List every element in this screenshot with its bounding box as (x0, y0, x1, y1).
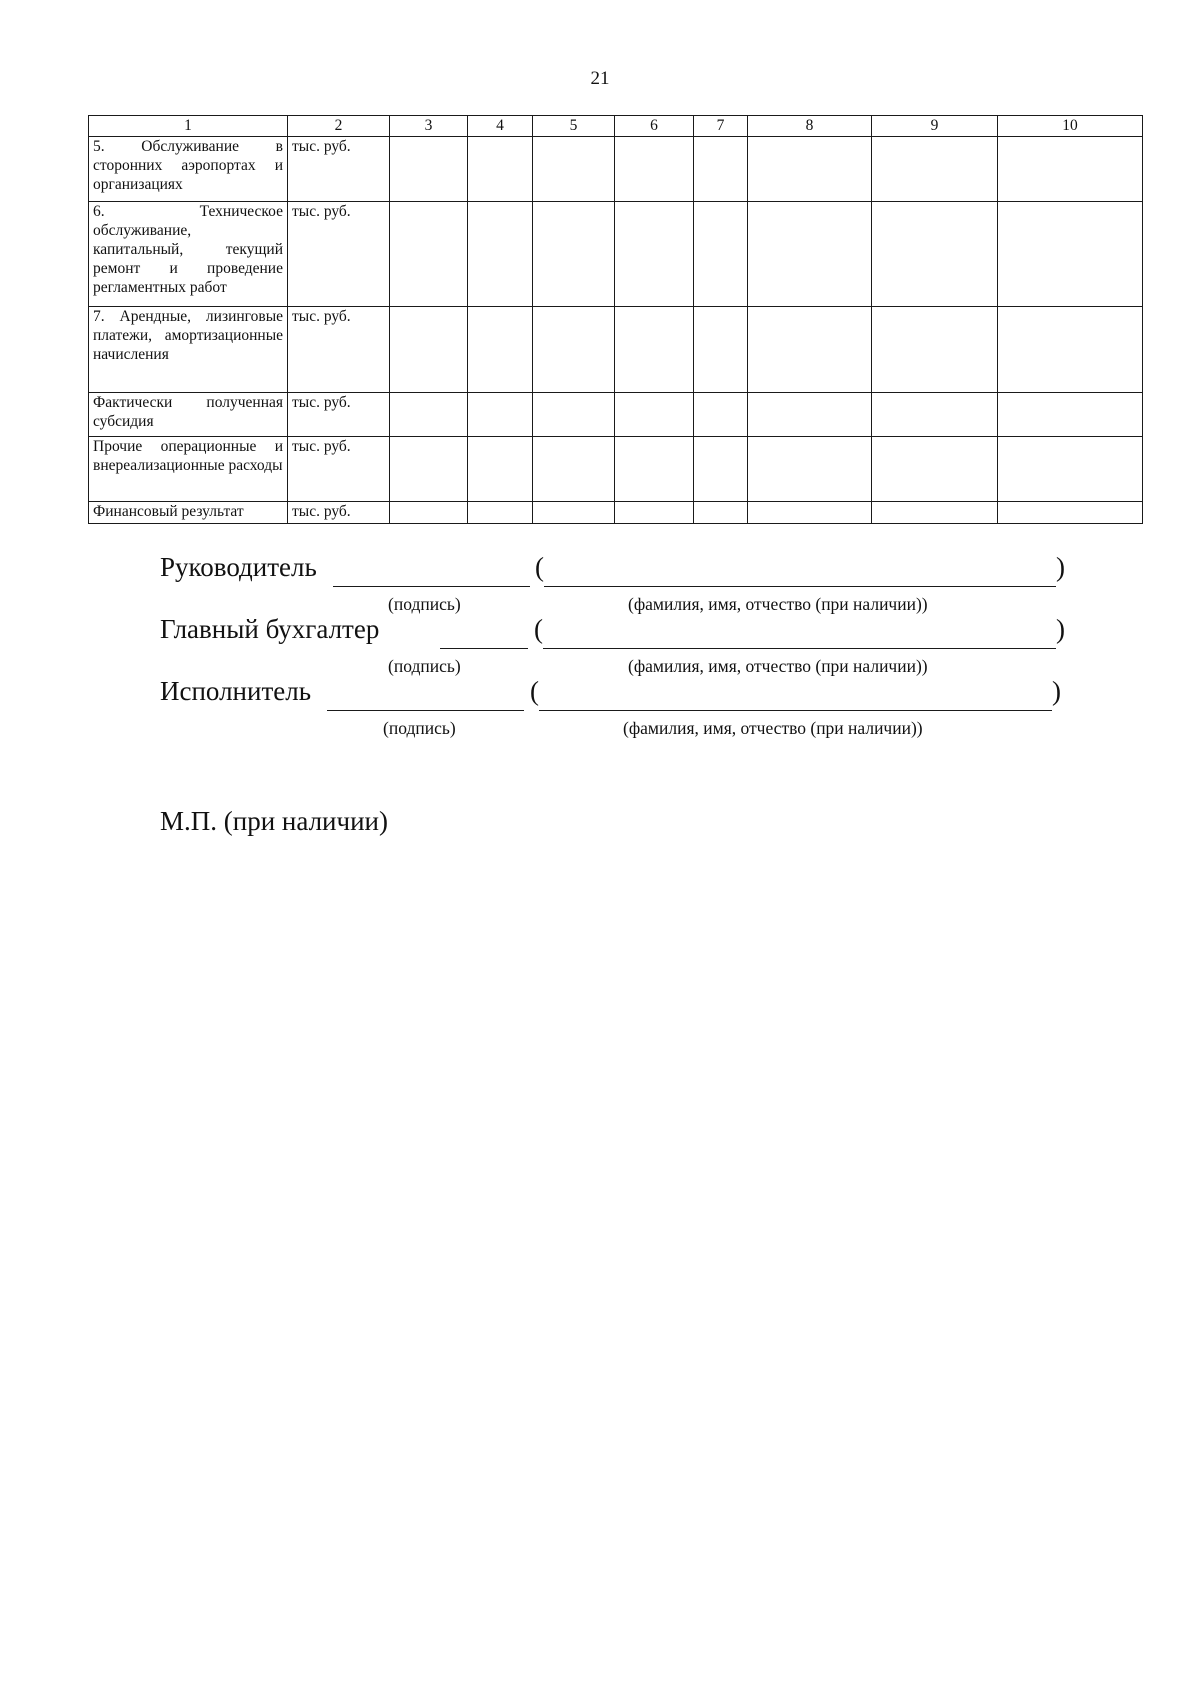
report-table (88, 115, 1143, 524)
value-cell (872, 202, 998, 307)
column-header: 9 (872, 116, 998, 137)
value-cell (533, 393, 615, 437)
table-row (89, 137, 1143, 202)
column-header: 7 (694, 116, 748, 137)
value-cell (615, 307, 694, 393)
name-line (539, 710, 1052, 711)
table-row (89, 202, 1143, 307)
value-cell (998, 502, 1143, 524)
value-cell (694, 502, 748, 524)
value-cell (390, 437, 468, 502)
value-cell (694, 393, 748, 437)
value-cell (872, 502, 998, 524)
column-header: 5 (533, 116, 615, 137)
paren-close: ) (1052, 676, 1061, 706)
signature-role-chief-accountant: Главный бухгалтер (160, 614, 380, 644)
row-label: Прочие операционные и внереализационные расходы (89, 437, 288, 502)
row-unit: тыс. руб. (288, 502, 390, 524)
value-cell (468, 437, 533, 502)
value-cell (694, 137, 748, 202)
table-row (89, 502, 1143, 524)
value-cell (533, 307, 615, 393)
value-cell (998, 202, 1143, 307)
value-cell (533, 437, 615, 502)
value-cell (533, 137, 615, 202)
signature-caption: (подпись) (383, 718, 456, 738)
column-header: 3 (390, 116, 468, 137)
value-cell (468, 137, 533, 202)
signature-caption: (подпись) (388, 656, 461, 676)
value-cell (615, 137, 694, 202)
value-cell (998, 307, 1143, 393)
column-header: 6 (615, 116, 694, 137)
column-header: 4 (468, 116, 533, 137)
row-unit: тыс. руб. (288, 393, 390, 437)
value-cell (748, 502, 872, 524)
paren-open: ( (530, 676, 539, 706)
value-cell (998, 137, 1143, 202)
signature-role-director: Руководитель (160, 552, 317, 582)
value-cell (615, 393, 694, 437)
value-cell (390, 502, 468, 524)
value-cell (872, 307, 998, 393)
value-cell (390, 137, 468, 202)
name-caption: (фамилия, имя, отчество (при наличии)) (628, 594, 928, 614)
value-cell (390, 307, 468, 393)
paren-open: ( (534, 614, 543, 644)
name-line (544, 586, 1056, 587)
name-caption: (фамилия, имя, отчество (при наличии)) (628, 656, 928, 676)
signature-role-executor: Исполнитель (160, 676, 312, 706)
row-label: 5. Обслуживание в сторонних аэропортах и организациях (89, 137, 288, 202)
column-header: 10 (998, 116, 1143, 137)
row-label: 6. Техническое обслуживание, капитальный, текущий ремонт и проведение регламентных работ (89, 202, 288, 307)
value-cell (748, 393, 872, 437)
value-cell (468, 502, 533, 524)
value-cell (468, 307, 533, 393)
value-cell (615, 437, 694, 502)
row-label: Финансовый результат (89, 502, 288, 524)
value-cell (468, 202, 533, 307)
signature-line (440, 648, 528, 649)
column-header: 8 (748, 116, 872, 137)
row-label: 7. Арендные, лизинговые платежи, амортизационные начисления (89, 307, 288, 393)
row-unit: тыс. руб. (288, 437, 390, 502)
value-cell (872, 393, 998, 437)
signature-line (333, 586, 530, 587)
value-cell (748, 137, 872, 202)
value-cell (694, 437, 748, 502)
paren-close: ) (1056, 552, 1065, 582)
column-header: 2 (288, 116, 390, 137)
page-number: 21 (590, 68, 610, 89)
value-cell (998, 393, 1143, 437)
table-row (89, 393, 1143, 437)
table-row (89, 437, 1143, 502)
paren-close: ) (1056, 614, 1065, 644)
value-cell (748, 307, 872, 393)
value-cell (748, 437, 872, 502)
value-cell (998, 437, 1143, 502)
value-cell (694, 202, 748, 307)
value-cell (872, 137, 998, 202)
value-cell (615, 502, 694, 524)
row-label: Фактически полученная субсидия (89, 393, 288, 437)
table-row (89, 307, 1143, 393)
name-caption: (фамилия, имя, отчество (при наличии)) (623, 718, 923, 738)
stamp-place: М.П. (при наличии) (160, 806, 388, 836)
value-cell (615, 202, 694, 307)
row-unit: тыс. руб. (288, 202, 390, 307)
value-cell (468, 393, 533, 437)
value-cell (533, 502, 615, 524)
signature-line (327, 710, 524, 711)
value-cell (748, 202, 872, 307)
signature-caption: (подпись) (388, 594, 461, 614)
value-cell (390, 393, 468, 437)
value-cell (390, 202, 468, 307)
name-line (543, 648, 1056, 649)
value-cell (694, 307, 748, 393)
paren-open: ( (535, 552, 544, 582)
header-row (89, 116, 1143, 137)
row-unit: тыс. руб. (288, 137, 390, 202)
value-cell (872, 437, 998, 502)
row-unit: тыс. руб. (288, 307, 390, 393)
value-cell (533, 202, 615, 307)
column-header: 1 (89, 116, 288, 137)
